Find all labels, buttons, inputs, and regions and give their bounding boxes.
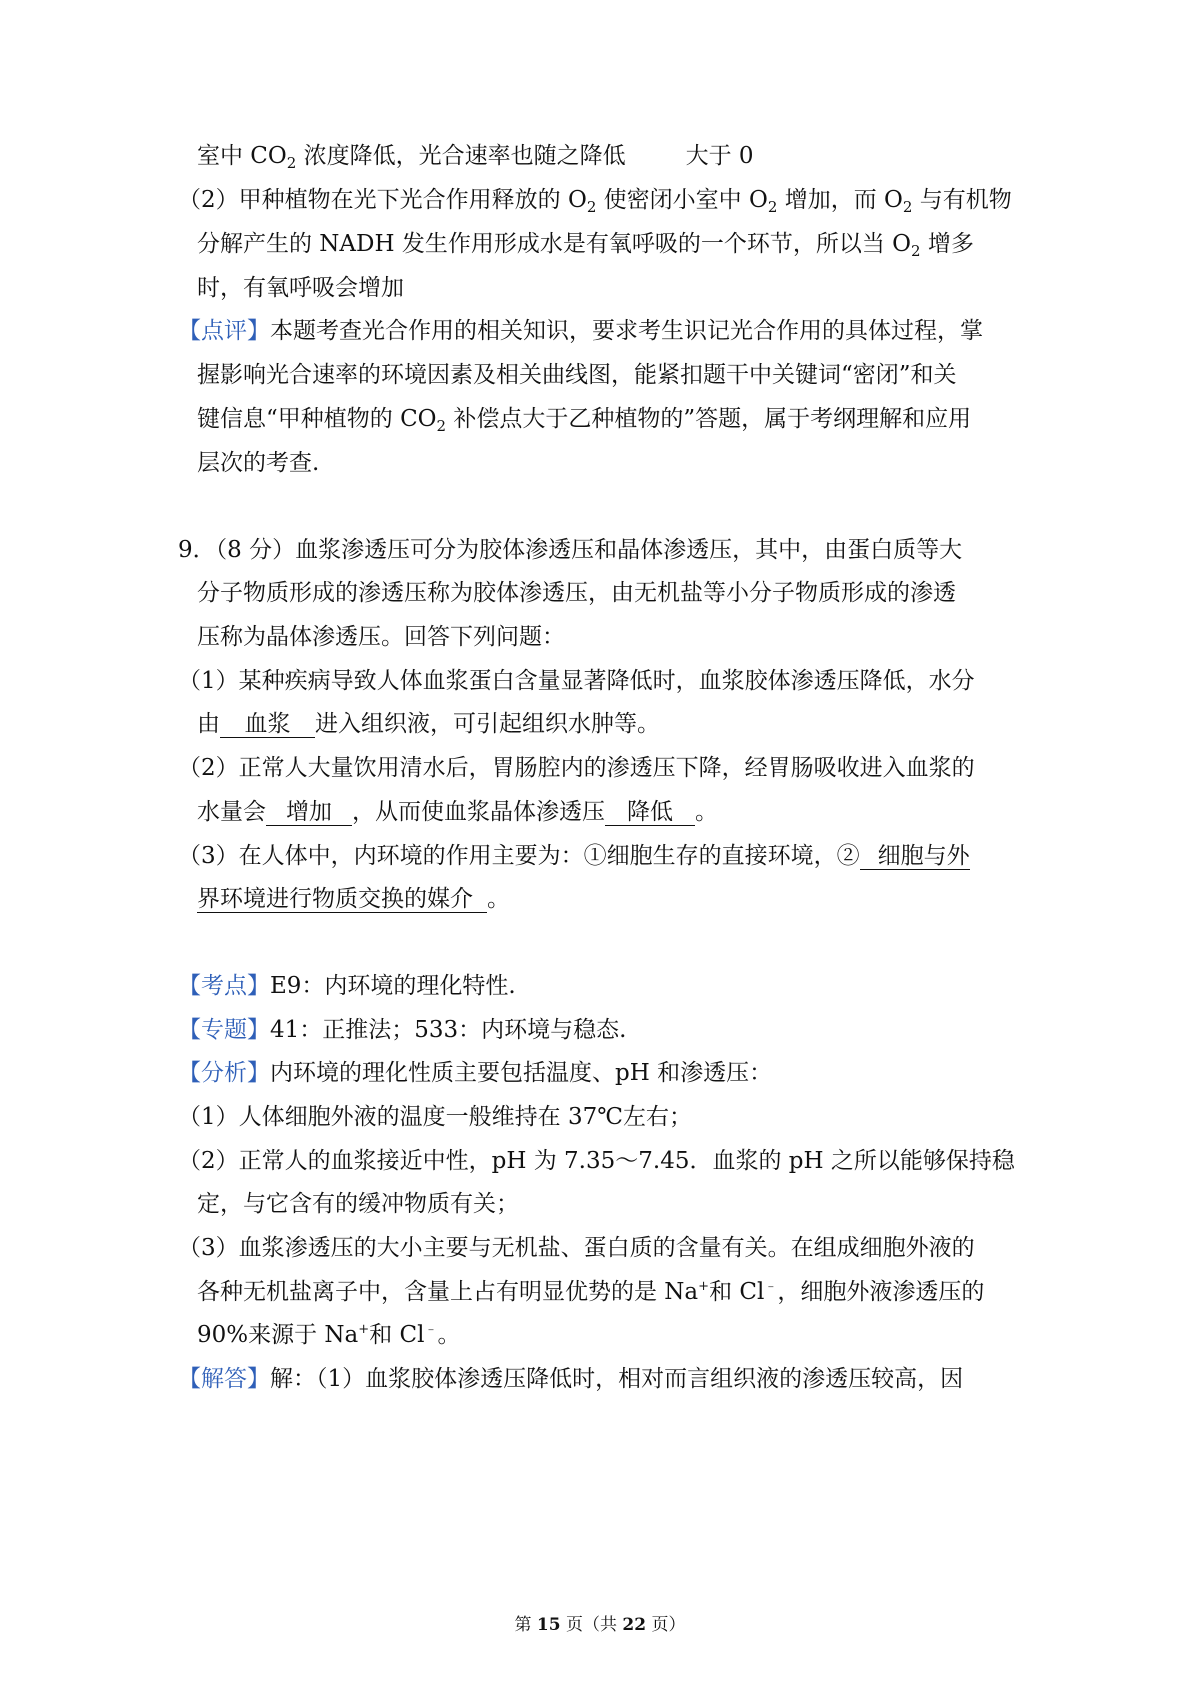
text: 90%来源于 Na: [197, 1322, 359, 1348]
question-9-line-1: 9．（8 分）血浆渗透压可分为胶体渗透压和晶体渗透压，其中，由蛋白质等大: [178, 537, 963, 563]
subquestion-2-line-2: [197, 797, 718, 827]
page-number: 15: [536, 1615, 561, 1635]
subscript: 2: [286, 154, 297, 172]
superscript: ﹣: [424, 1322, 438, 1337]
superscript: ﹣: [764, 1279, 778, 1294]
subscript: 2: [767, 198, 778, 216]
kaodian-tag: 【考点】: [178, 973, 270, 999]
subquestion-3-line-1: [178, 841, 970, 871]
text: 页）: [646, 1615, 686, 1635]
subscript: 2: [586, 198, 597, 216]
text: ，细胞外液渗透压的: [777, 1279, 985, 1305]
text: 补偿点大于乙种植物的”答题，属于考纲理解和应用: [446, 406, 972, 432]
text: （2）甲种植物在光下光合作用释放的 O: [178, 187, 587, 213]
subquestion-2-line-1: （2）正常人大量饮用清水后，胃肠腔内的渗透压下降，经胃肠吸收进入血浆的: [178, 755, 975, 781]
text: 进入组织液，可引起组织水肿等。: [315, 711, 660, 737]
page-footer: [0, 1614, 1200, 1636]
text: 增加，而 O: [777, 187, 903, 213]
subquestion-1-line-1: （1）某种疾病导致人体血浆蛋白含量显著降低时，血浆胶体渗透压降低，水分: [178, 668, 975, 694]
text: 。: [695, 799, 718, 825]
superscript: +: [698, 1279, 710, 1294]
subscript: 2: [436, 417, 447, 435]
subquestion-3-line-2: [197, 884, 510, 914]
subquestion-1-line-2: [197, 709, 660, 739]
text: 各种无机盐离子中，含量上占有明显优势的是 Na: [197, 1279, 699, 1305]
text: 页（共: [560, 1615, 623, 1635]
text: 41：正推法；533：内环境与稳态.: [270, 1017, 627, 1043]
answer-2-line-1: [178, 185, 1012, 215]
fenxi-item-3-line-1: （3）血浆渗透压的大小主要与无机盐、蛋白质的含量有关。在组成细胞外液的: [178, 1235, 975, 1261]
question-9-line-3: 压称为晶体渗透压。回答下列问题：: [197, 624, 565, 650]
text: （3）在人体中，内环境的作用主要为：①细胞生存的直接环境，②: [178, 843, 860, 869]
text: 和 Cl: [369, 1322, 425, 1348]
jieda-line: [178, 1364, 963, 1394]
superscript: +: [358, 1322, 370, 1337]
review-line-1: [178, 316, 983, 346]
text: 增多: [920, 231, 974, 257]
review-line-2: 握影响光合速率的环境因素及相关曲线图，能紧扣题干中关键词“密闭”和关: [197, 362, 957, 388]
subscript: 2: [902, 198, 913, 216]
zhuanti-line: [178, 1015, 626, 1045]
text: 由: [197, 711, 220, 737]
answer-blank: 降低: [605, 799, 695, 826]
text: 。: [437, 1322, 461, 1348]
text: ，从而使血浆晶体渗透压: [352, 799, 605, 825]
answer-blank: 血浆: [220, 711, 315, 738]
fenxi-line: [178, 1058, 772, 1088]
answer-blank: 界环境进行物质交换的媒介: [197, 886, 487, 913]
fenxi-item-2-line-1: （2）正常人的血浆接近中性，pH 为 7.35～7.45．血浆的 pH 之所以能够保持稳: [178, 1148, 1015, 1174]
answer-blank: 增加: [266, 799, 352, 826]
text: 水量会: [197, 799, 266, 825]
fenxi-item-3-line-3: [197, 1320, 460, 1350]
text: 与有机物: [912, 187, 1012, 213]
answer-blank: 细胞与外: [860, 843, 970, 870]
total-pages: 22: [622, 1615, 647, 1635]
zhuanti-tag: 【专题】: [178, 1017, 270, 1043]
kaodian-line: [178, 971, 516, 1001]
review-line-3: [197, 404, 971, 434]
text: 分解产生的 NADH 发生作用形成水是有氧呼吸的一个环节，所以当 O: [197, 231, 912, 257]
text: 。: [487, 886, 510, 912]
text: 使密闭小室中 O: [596, 187, 768, 213]
subscript: 2: [911, 242, 921, 260]
text: 室中 CO: [197, 143, 287, 169]
text: 本题考查光合作用的相关知识，要求考生识记光合作用的具体过程，掌: [270, 318, 983, 344]
answer-2-line-2: [197, 229, 974, 259]
jieda-tag: 【解答】: [178, 1366, 270, 1392]
text: E9：内环境的理化特性.: [270, 973, 516, 999]
review-line-4: 层次的考查.: [197, 450, 320, 476]
text: 第: [514, 1615, 537, 1635]
text: 浓度降低，光合速率也随之降低: [296, 143, 626, 169]
fenxi-item-2-line-2: 定，与它含有的缓冲物质有关；: [197, 1191, 519, 1217]
text: 解：（1）血浆胶体渗透压降低时，相对而言组织液的渗透压较高，因: [270, 1366, 964, 1392]
fenxi-item-1: （1）人体细胞外液的温度一般维持在 37℃左右；: [178, 1104, 692, 1130]
review-tag: 【点评】: [178, 318, 270, 344]
answer-line-1: [197, 141, 754, 171]
text: 内环境的理化性质主要包括温度、pH 和渗透压：: [270, 1060, 773, 1086]
text: 大于 0: [685, 143, 754, 169]
text: 和 Cl: [709, 1279, 765, 1305]
text: 键信息“甲种植物的 CO: [197, 406, 437, 432]
question-9-line-2: 分子物质形成的渗透压称为胶体渗透压，由无机盐等小分子物质形成的渗透: [197, 580, 956, 606]
fenxi-item-3-line-2: [197, 1277, 984, 1307]
fenxi-tag: 【分析】: [178, 1060, 270, 1086]
answer-2-line-3: 时，有氧呼吸会增加: [197, 275, 404, 301]
